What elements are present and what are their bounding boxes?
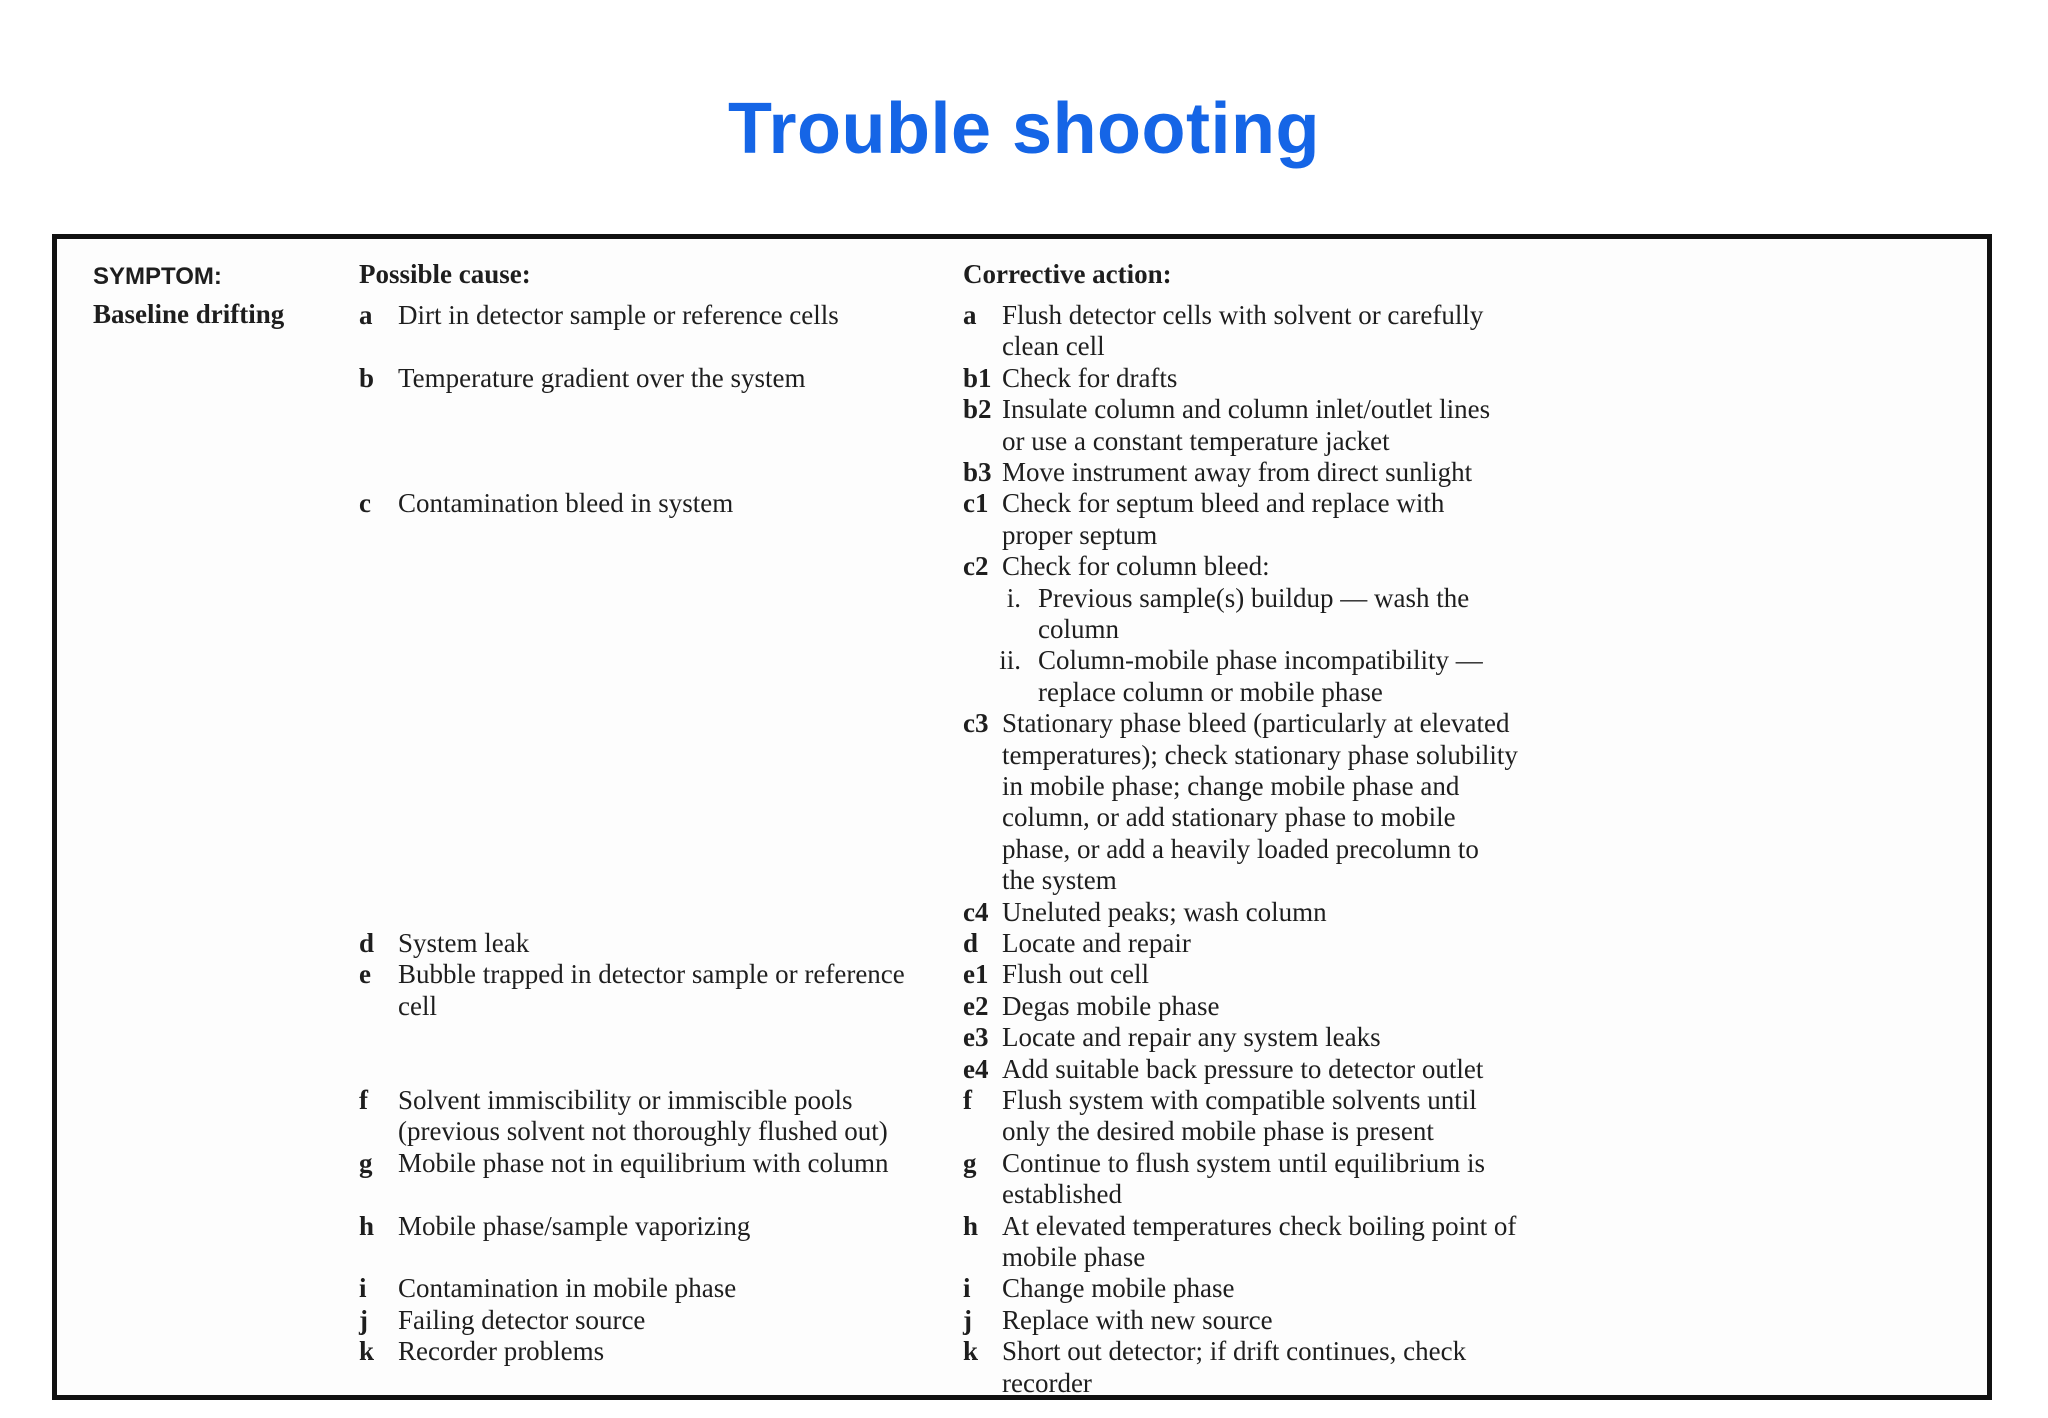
cause-item-text: Temperature gradient over the system xyxy=(398,362,806,393)
action-item-text: Degas mobile phase xyxy=(1002,990,1220,1021)
action-item-text: Column-mobile phase incompatibility — xyxy=(1038,645,1483,676)
action-header: Corrective action: xyxy=(963,259,1172,289)
action-item-text: proper septum xyxy=(1002,519,1158,550)
action-item-text: only the desired mobile phase is present xyxy=(1002,1116,1434,1147)
cause-item-text: cell xyxy=(398,990,437,1021)
action-item-letter: j xyxy=(963,1304,972,1335)
action-item-text: recorder xyxy=(1002,1367,1092,1398)
cause-item-letter: i xyxy=(359,1273,367,1304)
action-item-text: phase, or add a heavily loaded precolumn to xyxy=(1002,833,1479,864)
action-item-letter: ii. xyxy=(999,645,1021,676)
symptom-header: SYMPTOM: xyxy=(93,263,222,290)
action-item-text: Insulate column and column inlet/outlet lines xyxy=(1002,394,1491,425)
action-item-text: Add suitable back pressure to detector outlet xyxy=(1002,1053,1484,1084)
action-item-text: Stationary phase bleed (particularly at elevated xyxy=(1002,708,1510,739)
action-item-letter: k xyxy=(963,1336,979,1367)
page-title: Trouble shooting xyxy=(728,89,1320,169)
action-item-letter: c2 xyxy=(963,551,989,582)
action-item-letter: a xyxy=(963,300,977,330)
cause-item-text: Contamination in mobile phase xyxy=(398,1273,737,1304)
action-item-letter: c3 xyxy=(963,708,989,739)
action-item-letter: b1 xyxy=(963,362,992,393)
action-item-text: column xyxy=(1038,614,1119,644)
action-item-letter: g xyxy=(963,1147,977,1178)
action-item-text: At elevated temperatures check boiling point of xyxy=(1002,1210,1517,1241)
action-item-letter: e1 xyxy=(963,959,989,990)
troubleshooting-table xyxy=(52,234,1992,1400)
cause-item-text: Recorder problems xyxy=(398,1336,605,1367)
cause-item-letter: c xyxy=(359,488,371,519)
action-item-text: Check for septum bleed and replace with xyxy=(1002,488,1445,519)
cause-item-letter: g xyxy=(359,1147,373,1178)
action-item-text: Move instrument away from direct sunlight xyxy=(1002,457,1473,487)
cause-item-text: Failing detector source xyxy=(398,1304,646,1335)
action-item-text: in mobile phase; change mobile phase and xyxy=(1002,771,1460,801)
action-item-text: Locate and repair any system leaks xyxy=(1002,1022,1381,1053)
cause-item-letter: h xyxy=(359,1210,375,1241)
action-item-text: Change mobile phase xyxy=(1002,1273,1235,1304)
action-item-text: Flush out cell xyxy=(1002,959,1149,990)
action-item-text: replace column or mobile phase xyxy=(1038,676,1383,707)
table-body xyxy=(57,239,1987,1398)
action-item-text: Check for column bleed: xyxy=(1002,551,1270,582)
cause-item-letter: a xyxy=(359,300,373,330)
action-item-text: or use a constant temperature jacket xyxy=(1002,425,1390,456)
cause-item-text: Bubble trapped in detector sample or reference xyxy=(398,959,905,990)
action-item-letter: e4 xyxy=(963,1053,989,1084)
cause-item-text: Mobile phase not in equilibrium with column xyxy=(398,1147,889,1178)
action-item-text: clean cell xyxy=(1002,331,1105,362)
cause-item-letter: d xyxy=(359,928,375,958)
cause-item-letter: f xyxy=(359,1085,368,1115)
cause-item-text: Mobile phase/sample vaporizing xyxy=(398,1210,751,1241)
cause-item-letter: j xyxy=(359,1304,368,1335)
action-item-text: Previous sample(s) buildup — wash the xyxy=(1038,582,1470,613)
cause-item-text: Contamination bleed in system xyxy=(398,488,734,519)
cause-item-text: System leak xyxy=(398,928,530,958)
action-item-text: Replace with new source xyxy=(1002,1304,1273,1335)
action-item-text: established xyxy=(1002,1179,1122,1210)
cause-header: Possible cause: xyxy=(359,259,531,289)
action-item-text: Flush system with compatible solvents until xyxy=(1002,1085,1477,1115)
cause-item-text: (previous solvent not thoroughly flushed out) xyxy=(398,1116,888,1147)
action-item-letter: c4 xyxy=(963,896,989,927)
cause-item-text: Solvent immiscibility or immiscible pools xyxy=(398,1085,853,1115)
action-item-letter: i xyxy=(963,1273,971,1304)
action-item-letter: i. xyxy=(1006,582,1021,613)
cause-item-letter: b xyxy=(359,362,375,393)
action-item-text: mobile phase xyxy=(1002,1242,1146,1272)
action-item-letter: d xyxy=(963,928,979,958)
cause-item-letter: k xyxy=(359,1336,375,1367)
action-item-text: Continue to flush system until equilibrium is xyxy=(1002,1147,1485,1178)
cause-item-letter: e xyxy=(359,959,371,990)
action-item-text: the system xyxy=(1002,865,1117,896)
action-item-letter: e2 xyxy=(963,990,989,1021)
action-item-text: column, or add stationary phase to mobile xyxy=(1002,802,1456,833)
symptom-value: Baseline drifting xyxy=(93,299,285,329)
action-item-letter: f xyxy=(963,1085,972,1115)
action-item-text: Short out detector; if drift continues, check xyxy=(1002,1336,1467,1367)
action-item-text: Uneluted peaks; wash column xyxy=(1002,896,1327,927)
action-item-text: temperatures); check stationary phase solubility xyxy=(1002,739,1518,770)
action-item-text: Locate and repair xyxy=(1002,928,1191,958)
cause-item-text: Dirt in detector sample or reference cells xyxy=(398,300,839,330)
action-item-letter: b2 xyxy=(963,394,992,425)
action-item-letter: c1 xyxy=(963,488,989,519)
action-item-letter: b3 xyxy=(963,457,992,487)
action-item-text: Flush detector cells with solvent or carefully xyxy=(1002,300,1484,330)
action-item-letter: e3 xyxy=(963,1022,989,1053)
action-item-letter: h xyxy=(963,1210,979,1241)
action-item-text: Check for drafts xyxy=(1002,362,1178,393)
